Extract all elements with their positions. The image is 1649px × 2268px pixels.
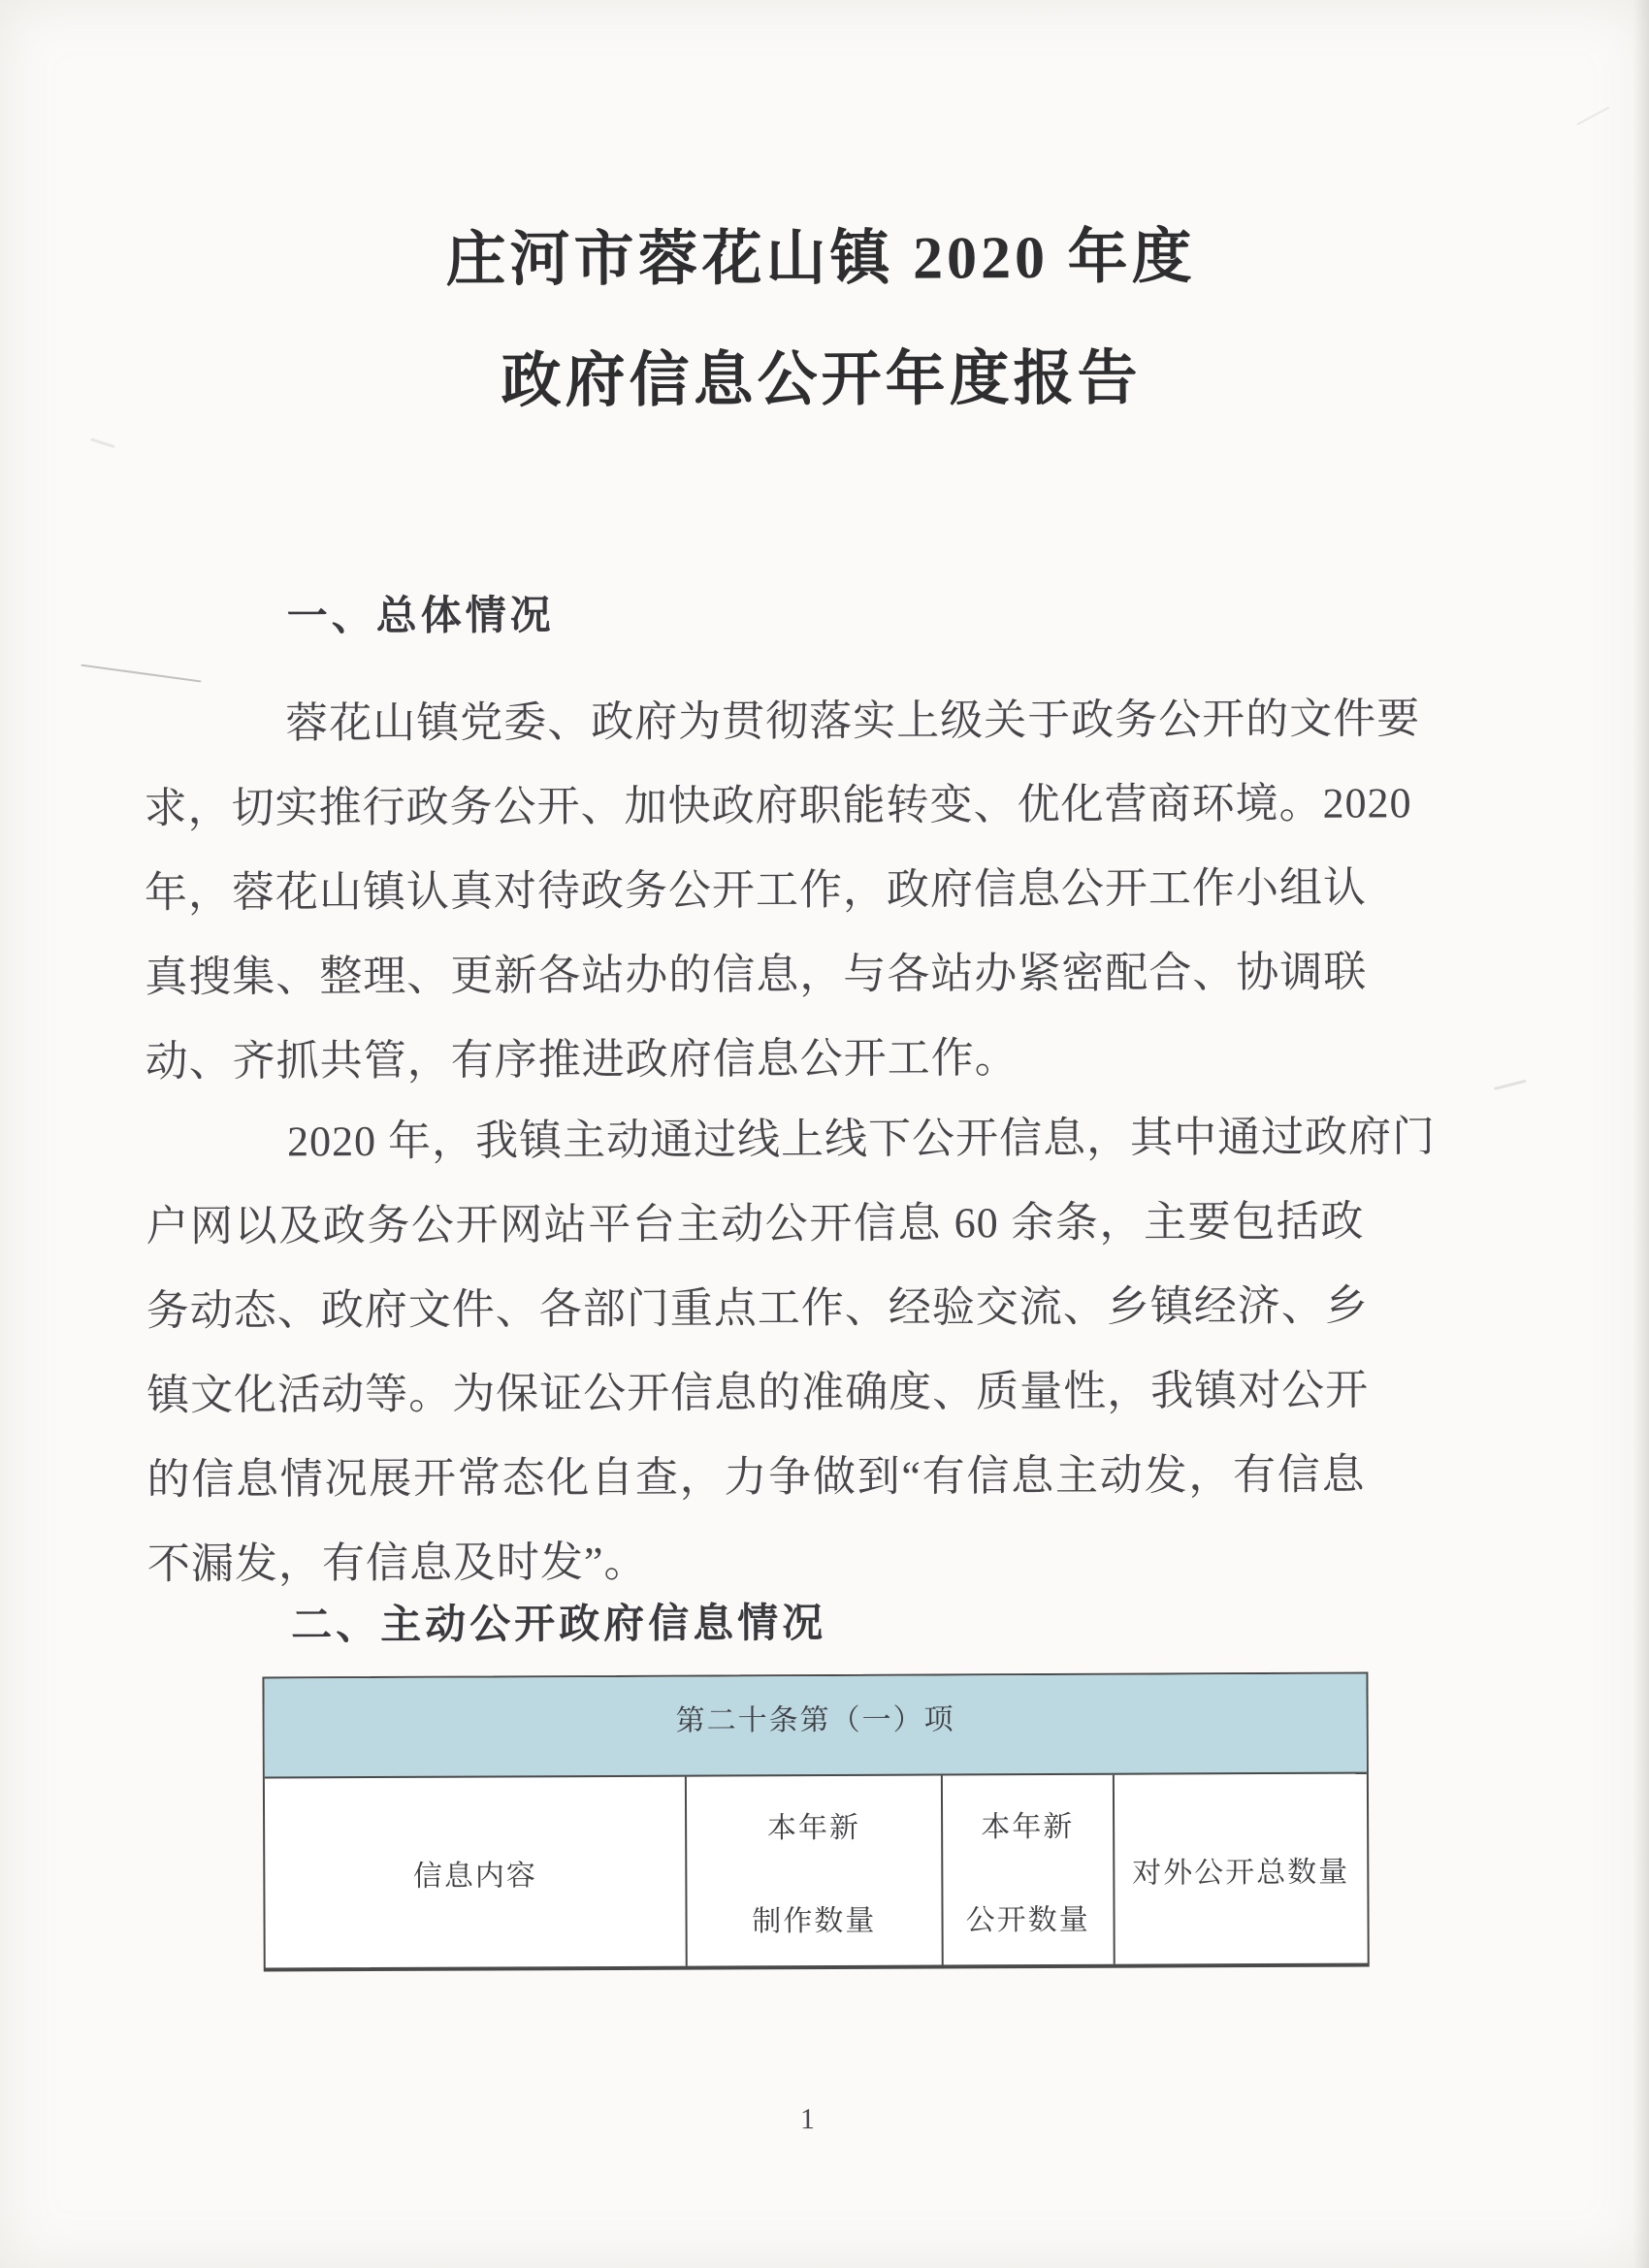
scan-artifact	[1494, 1080, 1527, 1090]
table-col-total-public	[1115, 1774, 1368, 1964]
paragraph-line: 动、齐抓共管，有序推进政府信息公开工作。	[145, 1034, 1018, 1086]
scan-artifact	[1576, 107, 1609, 126]
table-col-label: 信息内容	[412, 1859, 537, 1893]
table-col-info-content	[265, 1777, 688, 1968]
section-1-heading: 一、总体情况	[286, 592, 555, 639]
table-col-new-published	[943, 1775, 1116, 1965]
section-2-heading: 二、主动公开政府信息情况	[291, 1599, 827, 1648]
paragraph-2	[146, 1095, 1437, 1606]
page-number: 1	[799, 2103, 816, 2136]
document-title-line2: 政府信息公开年度报告	[501, 345, 1142, 415]
document-title-line1: 庄河市蓉花山镇 2020 年度	[445, 224, 1196, 294]
table-span-header: 第二十条第（一）项	[264, 1674, 1366, 1779]
document-title	[0, 195, 1646, 444]
table-header-row	[265, 1774, 1368, 1968]
table-col-label: 公开数量	[965, 1903, 1090, 1936]
table-col-label: 本年新	[766, 1811, 861, 1844]
paragraph-line: 的信息情况展开常态化自查，力争做到“有信息主动发，有信息	[146, 1450, 1366, 1505]
table-col-new-produced	[687, 1775, 943, 1965]
table-col-label: 本年新	[981, 1810, 1075, 1843]
paragraph-line: 务动态、政府文件、各部门重点工作、经验交流、乡镇经济、乡	[146, 1281, 1369, 1336]
paper-edge-shadow	[1633, 0, 1649, 2268]
paragraph-line: 蓉花山镇党委、政府为贯彻落实上级关于政务公开的文件要	[285, 695, 1421, 748]
paragraph-line: 镇文化活动等。为保证公开信息的准确度、质量性，我镇对公开	[146, 1366, 1370, 1420]
paragraph-line: 2020 年，我镇主动通过线上线下公开信息，其中通过政府门	[286, 1113, 1437, 1166]
paragraph-1	[144, 677, 1421, 1104]
paragraph-line: 真搜集、整理、更新各站办的信息，与各站办紧密配合、协调联	[145, 948, 1368, 1002]
paragraph-line: 求，切实推行政务公开、加快政府职能转变、优化营商环境。2020	[144, 779, 1412, 833]
paragraph-line: 户网以及政务公开网站平台主动公开信息 60 余条，主要包括政	[146, 1197, 1365, 1251]
table-col-label: 制作数量	[752, 1904, 877, 1937]
public-info-table	[262, 1672, 1369, 1972]
paragraph-line: 年，蓉花山镇认真对待政务公开工作，政府信息公开工作小组认	[144, 863, 1368, 918]
scan-artifact	[81, 664, 201, 683]
paragraph-line: 不漏发，有信息及时发”。	[146, 1538, 648, 1589]
table-col-label: 对外公开总数量	[1132, 1856, 1350, 1890]
